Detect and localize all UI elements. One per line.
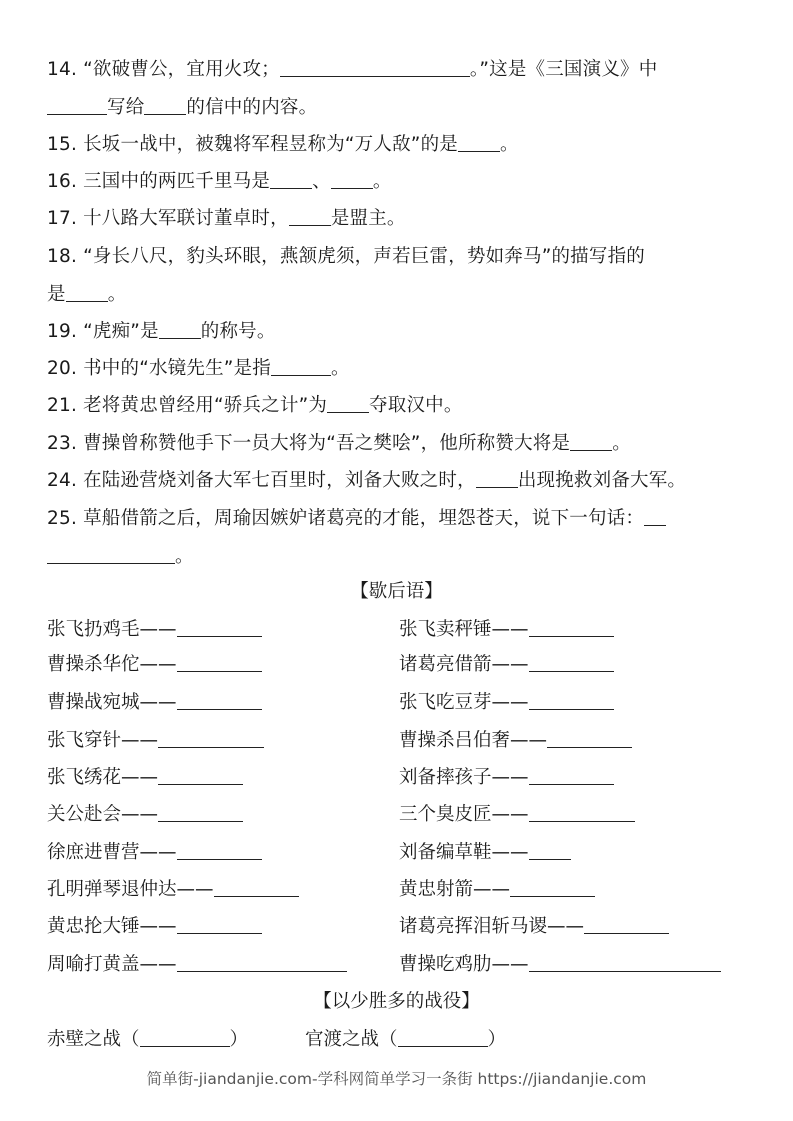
answer-blank[interactable] [177, 651, 262, 672]
answer-blank[interactable] [158, 727, 264, 748]
xiehouyu-item: 张飞穿针—— [47, 726, 264, 756]
question-21 [47, 387, 757, 425]
answer-blank[interactable] [510, 876, 595, 897]
question-text: 。 [499, 134, 519, 155]
question-text: 18. “身长八尺，豹头环眼，燕颔虎须，声若巨雷，势如奔马”的描写指的 [47, 246, 645, 267]
question-24 [47, 462, 757, 500]
answer-blank[interactable] [158, 801, 243, 822]
answer-blank[interactable] [529, 651, 614, 672]
answer-blank[interactable] [529, 839, 571, 860]
question-15 [47, 126, 757, 164]
answer-blank[interactable] [177, 913, 262, 934]
answer-blank[interactable] [140, 1026, 230, 1047]
question-18 [47, 238, 757, 313]
xiehouyu-item: 徐庶进曹营—— [47, 838, 262, 868]
question-text: 21. 老将黄忠曾经用“骄兵之计”为 [47, 395, 328, 416]
xiehouyu-item: 刘备摔孩子—— [399, 763, 614, 793]
question-text: 。 [107, 283, 127, 305]
question-text: 15. 长坂一战中，被魏将军程昱称为“万人敌”的是 [47, 134, 458, 155]
answer-blank[interactable] [529, 951, 721, 972]
xiehouyu-item: 曹操战宛城—— [47, 688, 262, 718]
question-text: 是盟主。 [330, 208, 406, 229]
question-text: 。”这是《三国演义》中 [469, 59, 658, 80]
answer-blank[interactable] [47, 94, 107, 115]
xiehouyu-item: 曹操吃鸡肋—— [399, 950, 721, 980]
question-19 [47, 313, 757, 351]
question-14 [47, 51, 757, 126]
answer-blank[interactable] [214, 876, 299, 897]
xiehouyu-item: 刘备编草鞋—— [399, 838, 571, 868]
question-text: 。 [612, 433, 631, 454]
answer-blank[interactable] [177, 689, 262, 710]
xiehouyu-item: 曹操杀华佗—— [47, 650, 262, 680]
answer-blank[interactable] [584, 913, 669, 934]
question-text: 17. 十八路大军联讨董卓时， [47, 208, 289, 229]
answer-blank[interactable] [280, 56, 470, 77]
answer-blank[interactable] [177, 616, 262, 637]
answer-blank[interactable] [547, 727, 632, 748]
section-title-xiehouyu: 【歇后语】 [350, 581, 443, 602]
question-text: 夺取汉中。 [369, 395, 463, 416]
answer-blank[interactable] [529, 764, 614, 785]
question-17 [47, 200, 757, 238]
answer-blank[interactable] [47, 543, 175, 564]
question-text: 的信中的内容。 [186, 96, 318, 118]
question-text: 出现挽救刘备大军。 [517, 470, 687, 491]
xiehouyu-item: 张飞吃豆芽—— [399, 688, 614, 718]
xiehouyu-item: 黄忠射箭—— [399, 875, 595, 905]
question-text: 16. 三国中的两匹千里马是 [47, 171, 271, 192]
question-text: 24. 在陆逊营烧刘备大军七百里时，刘备大败之时， [47, 470, 476, 491]
xiehouyu-item: 诸葛亮借箭—— [399, 650, 614, 680]
answer-blank[interactable] [476, 467, 518, 488]
question-text: 20. 书中的“水镜先生”是指 [47, 358, 271, 379]
question-16 [47, 163, 757, 201]
footer-watermark: 简单街-jiandanjie.com-学科网简单学习一条街 https://jiandanjie.com [146, 1070, 647, 1088]
answer-blank[interactable] [331, 168, 373, 189]
answer-blank[interactable] [529, 616, 614, 637]
xiehouyu-item: 曹操杀吕伯奢—— [399, 726, 632, 756]
question-text: 、 [312, 171, 331, 192]
xiehouyu-item: 三个臭皮匠—— [399, 800, 635, 830]
battle-item: 官渡之战（ ） [305, 1025, 506, 1055]
answer-blank[interactable] [159, 318, 201, 339]
answer-blank[interactable] [529, 689, 614, 710]
answer-blank[interactable] [398, 1026, 488, 1047]
question-text: 23. 曹操曾称赞他手下一员大将为“吾之樊哙”，他所称赞大将是 [47, 433, 571, 454]
question-text: 。 [372, 171, 392, 192]
answer-blank[interactable] [144, 94, 186, 115]
question-text: 的称号。 [200, 321, 276, 342]
question-25 [47, 500, 757, 575]
answer-blank[interactable] [271, 355, 331, 376]
answer-blank[interactable] [158, 764, 243, 785]
section-title-battles: 【以少胜多的战役】 [313, 991, 480, 1012]
question-text: 。 [330, 358, 350, 379]
xiehouyu-item: 关公赴会—— [47, 800, 243, 830]
xiehouyu-item: 张飞扔鸡毛—— [47, 615, 262, 645]
question-text: 。 [175, 545, 194, 567]
xiehouyu-item: 张飞卖秤锤—— [399, 615, 614, 645]
xiehouyu-item: 诸葛亮挥泪斩马谡—— [399, 912, 669, 942]
question-text: 14. “欲破曹公，宜用火攻； [47, 59, 280, 80]
answer-blank[interactable] [570, 430, 612, 451]
question-text: 19. “虎痴”是 [47, 321, 159, 342]
answer-blank[interactable] [66, 281, 108, 302]
question-text: 写给 [107, 96, 145, 118]
answer-blank[interactable] [458, 131, 500, 152]
answer-blank[interactable] [177, 951, 347, 972]
question-23 [47, 425, 757, 463]
xiehouyu-item: 黄忠抡大锤—— [47, 912, 262, 942]
answer-blank[interactable] [289, 205, 331, 226]
xiehouyu-item: 张飞绣花—— [47, 763, 243, 793]
question-20 [47, 350, 757, 388]
xiehouyu-item: 周喻打黄盖—— [47, 950, 347, 980]
answer-blank[interactable] [529, 801, 635, 822]
answer-blank[interactable] [644, 505, 666, 526]
xiehouyu-item: 孔明弹琴退仲达—— [47, 875, 299, 905]
question-text: 25. 草船借箭之后，周瑜因嫉妒诸葛亮的才能，埋怨苍天，说下一句话： [47, 508, 645, 529]
question-text: 是 [47, 283, 66, 305]
answer-blank[interactable] [270, 168, 312, 189]
battle-item: 赤壁之战（ ） [47, 1025, 248, 1055]
answer-blank[interactable] [327, 392, 369, 413]
answer-blank[interactable] [177, 839, 262, 860]
